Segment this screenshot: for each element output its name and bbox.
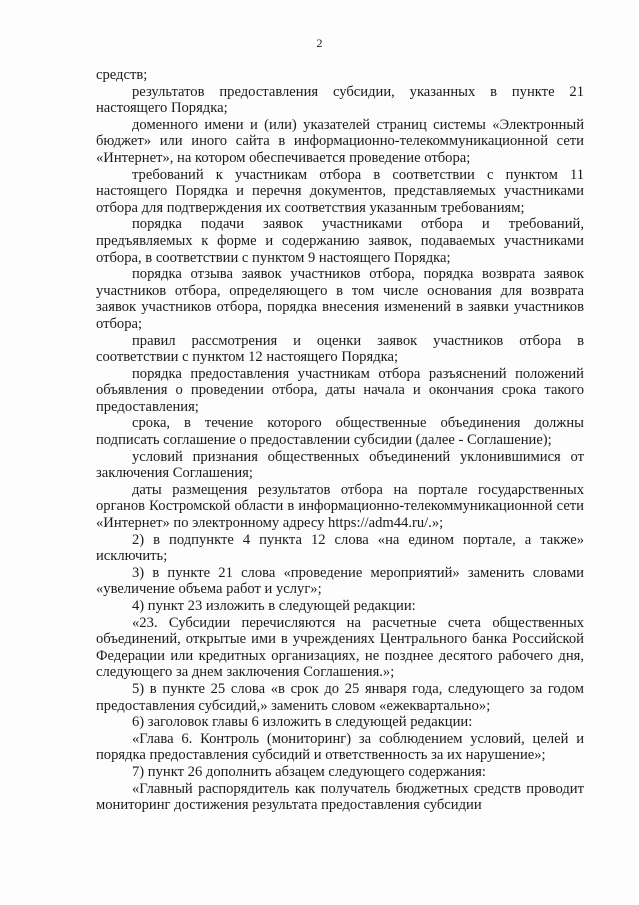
paragraph: результатов предоставления субсидии, указанных в пункте 21 настоящего Порядка; bbox=[96, 83, 584, 117]
paragraph: порядка предоставления участникам отбора разъяснений положений объявления о проведении отбора, даты начала и окончания срока такого предоставления; bbox=[96, 365, 584, 415]
paragraph: порядка подачи заявок участниками отбора и требований, предъявляемых к форме и содержанию заявок, подаваемых участниками отбора, в соответствии с пунктом 9 настоящего Порядка; bbox=[96, 216, 584, 266]
paragraph: 7) пункт 26 дополнить абзацем следующего содержания: bbox=[132, 763, 486, 780]
paragraph: «Глава 6. Контроль (мониторинг) за соблюдением условий, целей и порядка предоставления субсидий и ответственность за их нарушение»; bbox=[96, 730, 584, 764]
paragraph: 5) в пункте 25 слова «в срок до 25 января года, следующего за годом предоставления субсидий,» заменить словом «ежеквартально»; bbox=[96, 680, 584, 714]
paragraph: «Главный распорядитель как получатель бюджетных средств проводит мониторинг достижения результата предоставления субсидии bbox=[96, 780, 584, 814]
paragraph: правил рассмотрения и оценки заявок участников отбора в соответствии с пунктом 12 настоящего Порядка; bbox=[96, 332, 584, 366]
paragraph: доменного имени и (или) указателей страниц системы «Электронный бюджет» или иного сайта в информационно-телекоммуникационной сети «Интернет», на котором обеспечивается проведение отбора; bbox=[96, 116, 584, 166]
paragraph: даты размещения результатов отбора на портале государственных органов Костромской области в информационно-телекоммуникационной сети «Интернет» по электронному адресу https://adm44.ru/.»; bbox=[96, 481, 584, 532]
paragraph: 4) пункт 23 изложить в следующей редакции: bbox=[132, 598, 416, 614]
paragraph: требований к участникам отбора в соответствии с пунктом 11 настоящего Порядка и перечня документов, представляемых участниками отбора для подтверждения их соответствия указанным требованиям; bbox=[96, 166, 584, 216]
paragraph: срока, в течение которого общественные объединения должны подписать соглашение о предоставлении субсидии (далее - Соглашение); bbox=[96, 415, 584, 449]
paragraph: «23. Субсидии перечисляются на расчетные счета общественных объединений, открытые ими в учреждениях Центрального банка Российской Федерации или кредитных организациях, не позднее десятого рабочего дня, следующего за днем заключения Соглашения.»; bbox=[96, 614, 584, 681]
page-number: 2 bbox=[316, 36, 323, 50]
paragraph: 2) в подпункте 4 пункта 12 слова «на едином портале, а также» исключить; bbox=[96, 531, 584, 565]
paragraph: порядка отзыва заявок участников отбора, порядка возврата заявок участников отбора, определяющего в том числе основания для возврата заявок участников отбора, порядка внесения изменений в заявки участников отбора; bbox=[96, 266, 584, 332]
paragraph: 6) заголовок главы 6 изложить в следующей редакции: bbox=[132, 714, 473, 731]
document-body bbox=[96, 67, 584, 814]
paragraph: средств; bbox=[96, 67, 148, 83]
paragraph: 3) в пункте 21 слова «проведение мероприятий» заменить словами «увеличение объема работ и услуг»; bbox=[96, 564, 584, 598]
paragraph: условий признания общественных объединений уклонившимися от заключения Соглашения; bbox=[96, 448, 584, 482]
